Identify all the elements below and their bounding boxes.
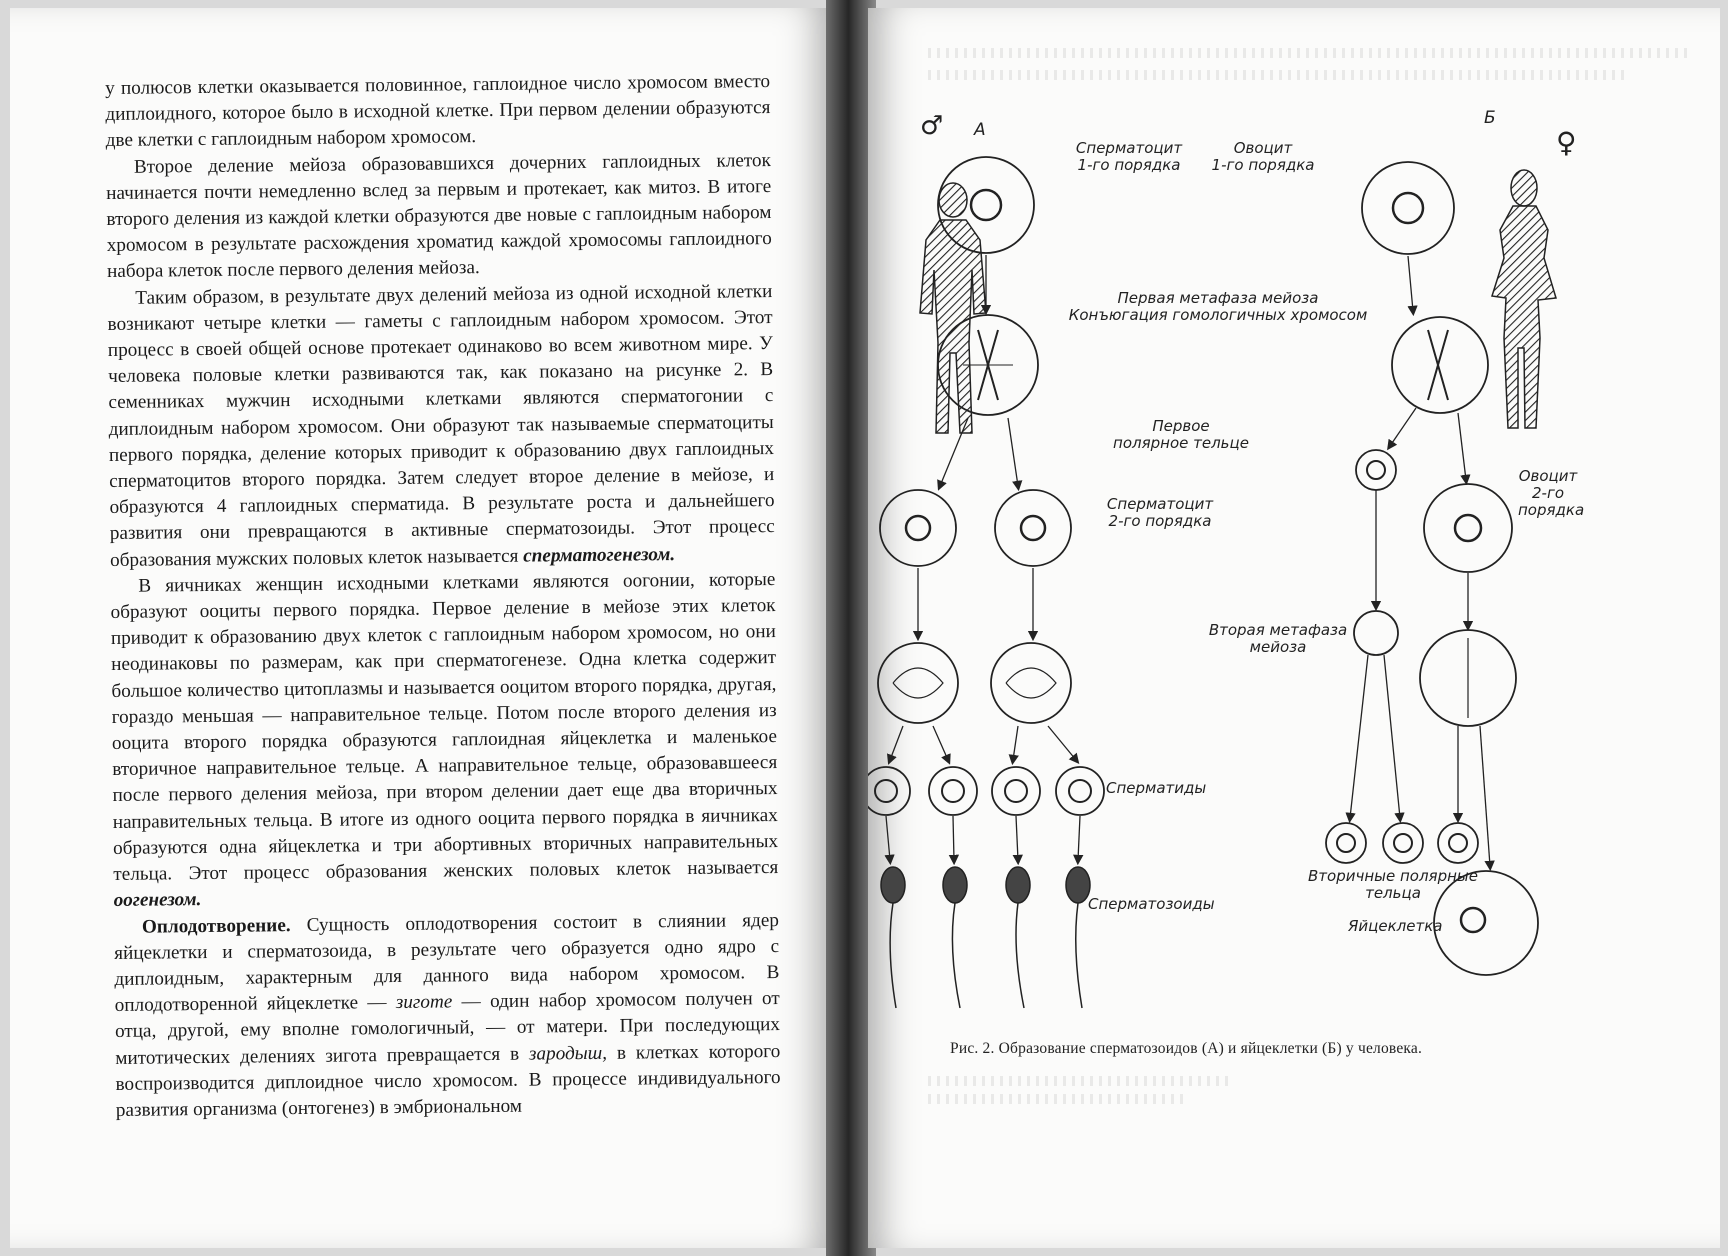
label-secondary-polar-bodies: Вторичные полярные тельца <box>1308 867 1478 902</box>
panel-label-a: А <box>974 120 986 140</box>
figure-caption: Рис. 2. Образование сперматозоидов (А) и яйцеклетки (Б) у человека. <box>950 1040 1423 1057</box>
label-oocyte-1: Овоцит 1-го порядка <box>1211 139 1315 174</box>
paragraph-2: Второе деление мейоза образовавшихся дочерних гаплоидных клеток начинается почти немедленно вслед за первым и протекает, как митоз. В итоге второго деления из каждой клетки образуются две новые с гаплоидным набором хромосом в результате расхождения хроматид каждой хромосомы гаплоидного набора клеток после первого деления мейоза. <box>106 149 772 283</box>
panel-label-b: Б <box>1484 108 1496 128</box>
paragraph-5-body-b: — один набор хромосом получен от отца, другой, ему вполне гомологичный, — от матери. При последующих митотических делениях зигота превращается в <box>114 988 781 1069</box>
term-zygote: зиготе <box>395 991 453 1014</box>
term-oogenesis: оогенезом. <box>113 889 202 912</box>
paragraph-5-body-c: в клетках которого воспроизводится диплоидное число хромосом. В процессе индивидуального развития организма (онтогенез) в эмбриональном <box>115 1040 781 1121</box>
left-page <box>10 8 830 1248</box>
label-spermatids: Сперматиды <box>1106 779 1207 797</box>
term-spermatogenesis: сперматогенезом. <box>523 543 676 567</box>
label-spermatozoa: Сперматозоиды <box>1088 895 1215 913</box>
left-page-text <box>105 69 781 1124</box>
figure-gametogenesis <box>868 8 1720 1248</box>
label-spermatocyte-1: Сперматоцит 1-го порядка <box>1075 139 1183 174</box>
paragraph-4 <box>110 567 779 915</box>
label-first-polar-body: Первое полярное тельце <box>1113 417 1249 452</box>
paragraph-3-body: Таким образом, в результате двух делений мейоза из одной исходной клетки возникают четыре клетки — гаметы с гаплоидным набором хромосом. Этот процесс в своей общей основе протекает одинаково во всем животном мире. У человека половые клетки развиваются так, как показано на рисунке 2. В семенниках мужчин исходными клетками являются сперматогонии с диплоидным набором хромосом. Они образуют так называемые сперматоциты первого порядка, деление которых приводит к образованию двух гаплоидных сперматоцитов второго порядка. Затем следует второе деление в мейозе, и образуются 4 гаплоидных сперматида. В результате роста и дальнейшего развития они превращаются в активные сперматозоиды. Этот процесс образования мужских половых клеток называется <box>107 280 775 571</box>
male-figure <box>920 183 986 433</box>
female-symbol: ♀ <box>1556 126 1577 159</box>
paragraph-4-body: В яичниках женщин исходными клетками являются оогонии, которые образуют ооциты первого порядка. Первое деление в мейозе этих клеток приводит к образованию двух клеток с гаплоидным набором хромосом, но они неодинаковы по размерам, как при сперматогенезе. Одна клетка содержит большое количество цитоплазмы и называется ооцитом второго порядка, другая, гораздо меньшая — направительное тельце. Потом после второго деления из ооцита второго порядка образуются гаплоидная яйцеклетка и маленькое вторичное направительное тельце. А направительное тельце, образовавшееся после первого деления мейоза, при втором делении дает еще два вторичных направительных тельца. В итоге из одного ооцита первого порядка в яичниках образуются одна яйцеклетка и три абортивных вторичных направительных тельца. Этот процесс образования женских половых клеток называется <box>110 568 779 886</box>
male-symbol: ♂ <box>920 111 944 141</box>
term-embryo: зародыш, <box>528 1042 608 1065</box>
paragraph-5-body-a: Сущность оплодотворения состоит в слиянии ядер яйцеклетки и сперматозоида, в результате чего образуется одно ядро с диплоидным, характерным для данного вида набором хромосом. В оплодотворенной яйцеклетке — <box>114 909 780 1017</box>
right-page <box>868 8 1720 1248</box>
female-arrows <box>1350 256 1490 866</box>
paragraph-1: у полюсов клетки оказывается половинное, гаплоидное число хромосом вместо диплоидного, которое было в исходной клетке. При первом делении образуются две клетки с гаплоидным набором хромосом. <box>105 71 771 152</box>
label-metaphase-1: Первая метафаза мейоза Конъюгация гомологичных хромосом <box>1068 289 1368 324</box>
label-metaphase-2: Вторая метафаза мейоза <box>1208 621 1348 656</box>
label-spermatocyte-2: Сперматоцит 2-го порядка <box>1106 495 1214 530</box>
paragraph-5 <box>114 907 781 1124</box>
female-figure <box>1492 170 1556 428</box>
sperm-cells <box>881 867 1090 1008</box>
label-egg: Яйцеклетка <box>1348 917 1443 935</box>
paragraph-3 <box>107 279 775 574</box>
label-oocyte-2: Овоцит 2-го порядка <box>1518 467 1585 519</box>
heading-fertilization: Оплодотворение. <box>141 914 291 938</box>
